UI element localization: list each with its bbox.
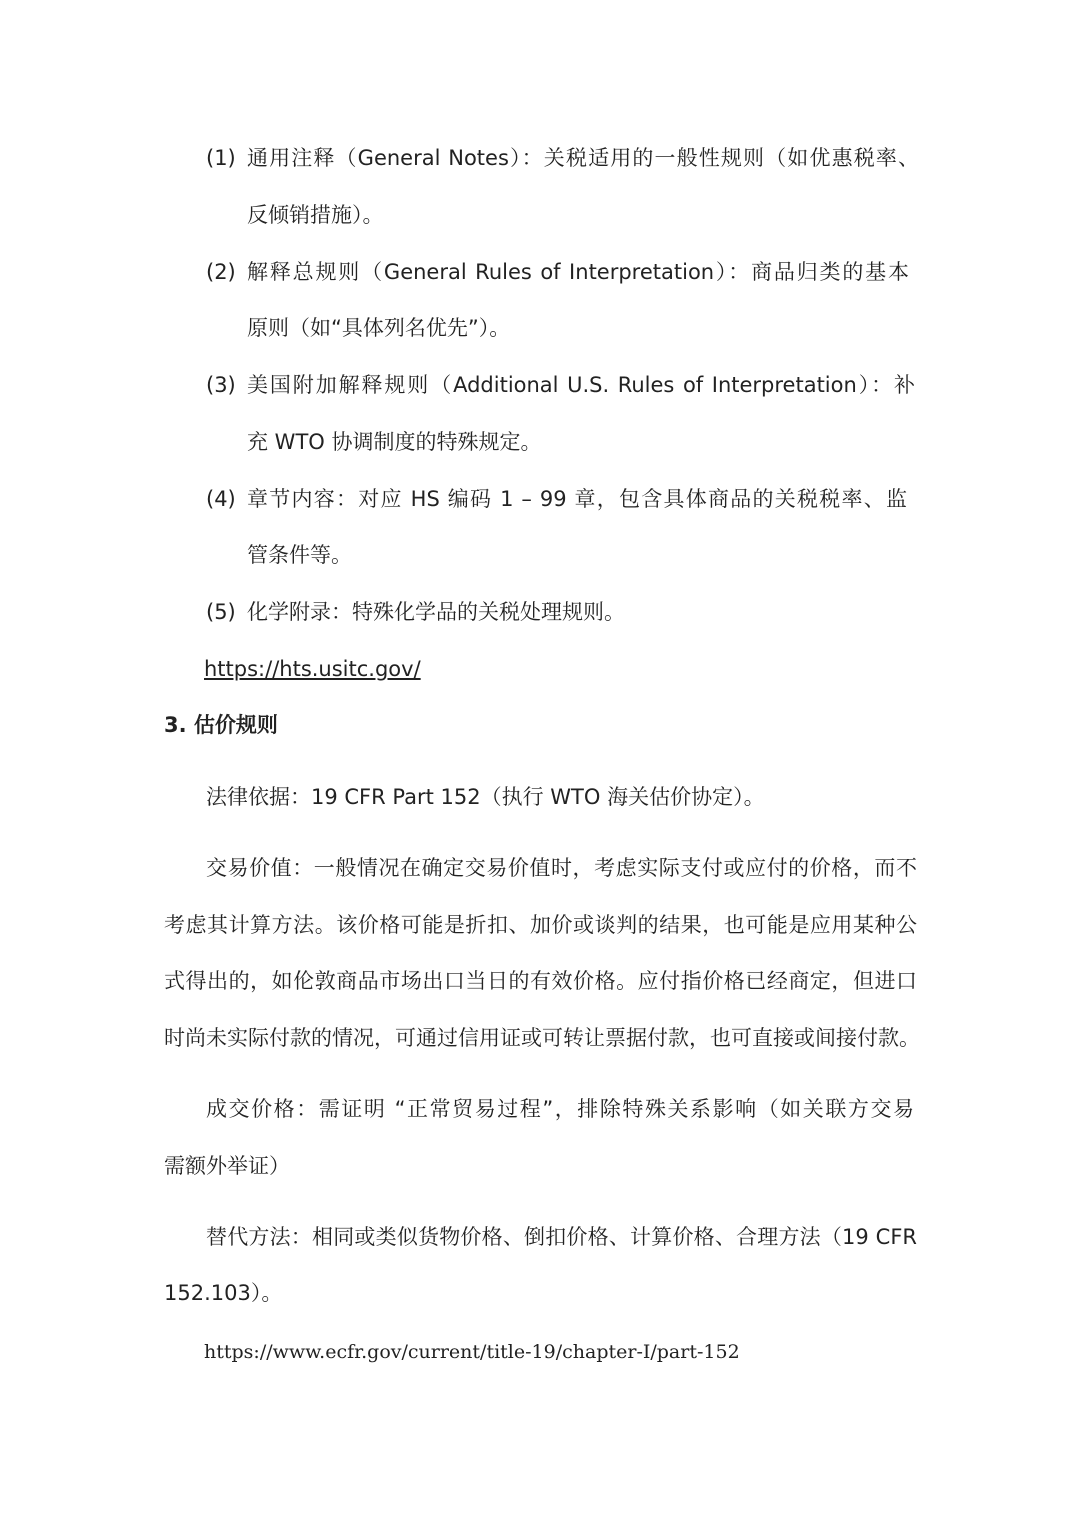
legal-basis-paragraph: 法律依据：19 CFR Part 152（执行 WTO 海关估价协定）。 xyxy=(206,785,765,809)
hts-link[interactable]: https://hts.usitc.gov/ xyxy=(204,657,421,681)
paragraph-line: 成交价格：需证明 “正常贸易过程”，排除特殊关系影响（如关联方交易 xyxy=(206,1097,914,1121)
paragraph-line: 152.103）。 xyxy=(164,1281,283,1305)
list-text: 原则（如“具体列名优先”）。 xyxy=(247,316,511,340)
ecfr-link[interactable]: https://www.ecfr.gov/current/title-19/chapter-I/part-152 xyxy=(204,1341,740,1363)
paragraph-line: 需额外举证） xyxy=(164,1154,290,1178)
list-number: (2) xyxy=(206,260,236,284)
list-text: 反倾销措施）。 xyxy=(247,203,384,227)
list-text: 通用注释（General Notes）：关税适用的一般性规则（如优惠税率、 xyxy=(247,146,919,170)
list-number: (4) xyxy=(206,487,236,511)
list-text: 化学附录：特殊化学品的关税处理规则。 xyxy=(247,600,625,624)
list-text: 章节内容：对应 HS 编码 1 – 99 章，包含具体商品的关税税率、监 xyxy=(247,487,907,511)
list-text: 管条件等。 xyxy=(247,543,352,567)
list-text: 美国附加解释规则（Additional U.S. Rules of Interpretation）：补 xyxy=(247,373,915,397)
list-number: (1) xyxy=(206,146,236,170)
paragraph-line: 时尚未实际付款的情况，可通过信用证或可转让票据付款，也可直接或间接付款。 xyxy=(164,1026,920,1050)
paragraph-line: 考虑其计算方法。该价格可能是折扣、加价或谈判的结果，也可能是应用某种公 xyxy=(164,913,917,937)
paragraph-line: 交易价值：一般情况在确定交易价值时，考虑实际支付或应付的价格，而不 xyxy=(206,856,917,880)
paragraph-line: 替代方法：相同或类似货物价格、倒扣价格、计算价格、合理方法（19 CFR xyxy=(206,1225,917,1249)
list-text: 充 WTO 协调制度的特殊规定。 xyxy=(247,430,542,454)
list-number: (5) xyxy=(206,600,236,624)
paragraph-line: 式得出的，如伦敦商品市场出口当日的有效价格。应付指价格已经商定，但进口 xyxy=(164,969,917,993)
section-heading: 3. 估价规则 xyxy=(164,713,278,737)
list-text: 解释总规则（General Rules of Interpretation）：商品归类的基本 xyxy=(247,260,909,284)
list-number: (3) xyxy=(206,373,236,397)
